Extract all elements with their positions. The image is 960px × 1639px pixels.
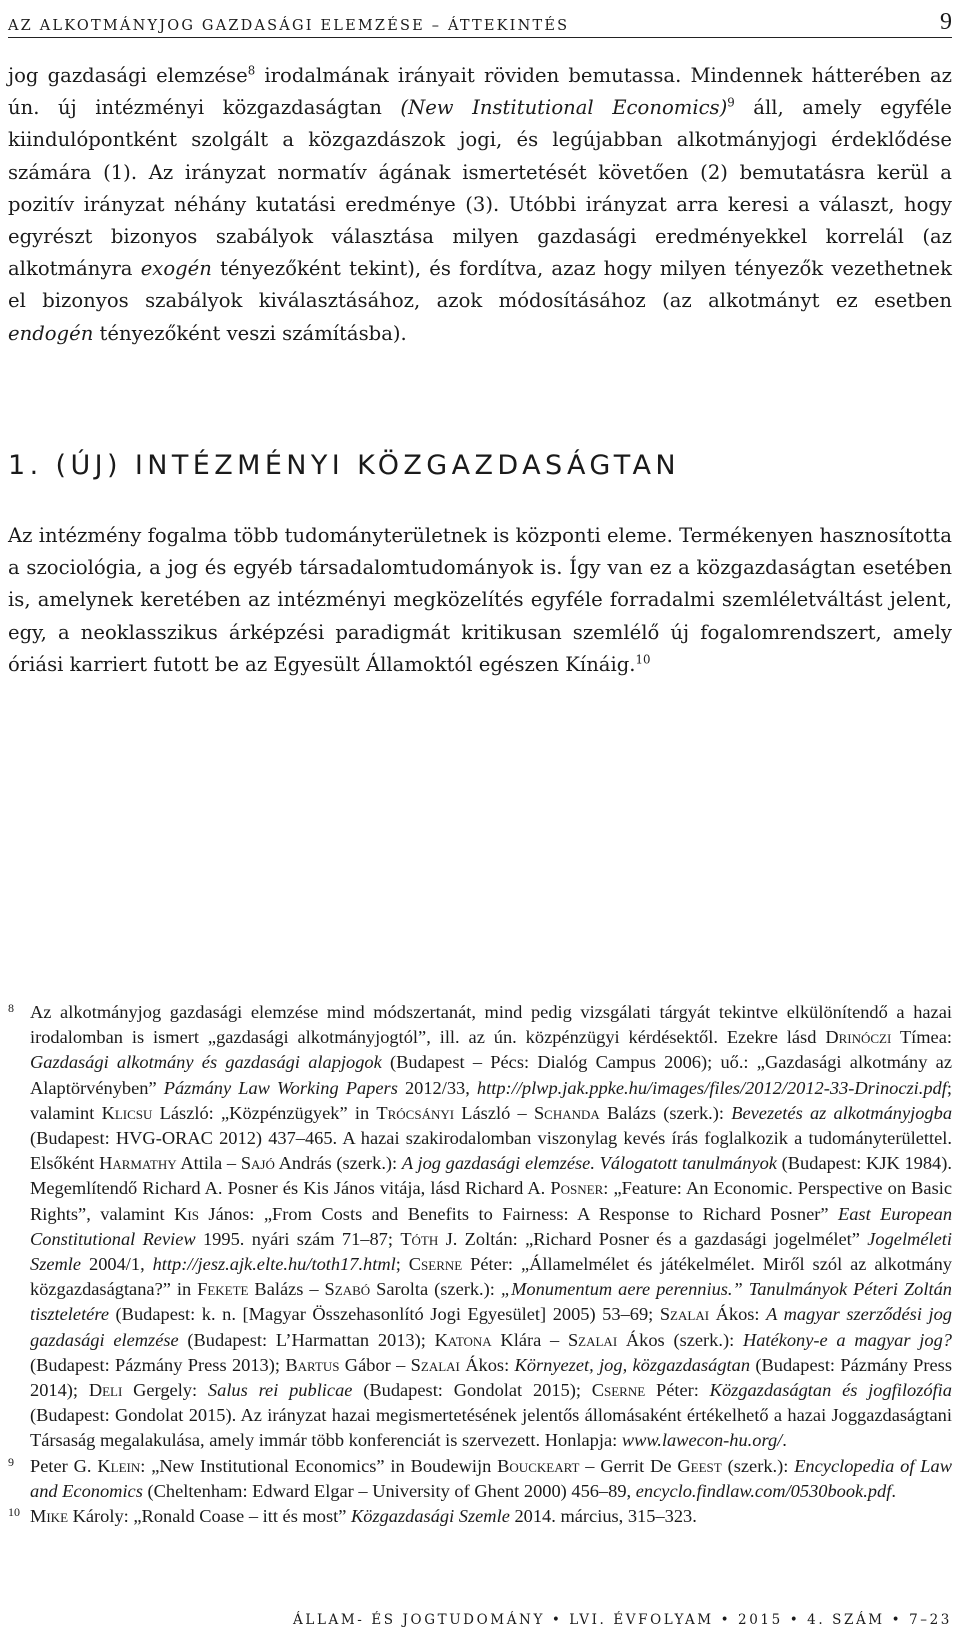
- text-run: .: [782, 1430, 787, 1451]
- text-run: (Budapest: HVG-ORAC 2012) 437–465. A hazai szakirodalomban viszonylag kevés írás foglalkozik a tudományterülettel. Elsőként: [30, 1128, 952, 1174]
- text-run: tényezőként veszi számításba).: [93, 321, 407, 345]
- footnote-number: 9: [8, 1454, 14, 1469]
- text-run: .: [891, 1480, 896, 1501]
- text-run: irodalmának irányait röviden bemutassa. Mindennek hátterében az ún. új intézményi közgazdaságtan: [8, 64, 953, 120]
- text-run: Cserne: [591, 1380, 646, 1401]
- text-run: East European Constitutional Review: [30, 1203, 953, 1249]
- text-run: 1995. nyári szám 71–87;: [195, 1228, 401, 1249]
- text-run: Sajó: [240, 1153, 275, 1174]
- footnote-ref: 10: [635, 652, 651, 667]
- text-run: http://plwp.jak.ppke.hu/images/files/2012/2012-33-Drinoczi.pdf: [476, 1077, 947, 1098]
- text-run: : „Feature: An Economic. Perspective on Basic Rights”, valamint: [30, 1178, 953, 1224]
- text-run: Szalai: [567, 1329, 618, 1350]
- body-paragraph-section-1: [8, 520, 952, 681]
- text-run: (Budapest: KJK 1984). Megemlítendő Richard A. Posner és Kis János vitája, lásd Richard A.: [30, 1153, 952, 1199]
- text-run: Közgazdasági Szemle: [350, 1506, 510, 1527]
- body-paragraph-intro: [8, 60, 952, 350]
- text-run: J. Zoltán: „Richard Posner és a gazdasági jogelmélet”: [438, 1228, 868, 1249]
- text-run: (Budapest – Pécs: Dialóg Campus 2006); uő.: „Gazdasági alkotmány az Alaptörvényben”: [30, 1052, 952, 1098]
- text-run: tényezőként tekint), és fordítva, azaz hogy milyen tényezők vezethetnek el bizonyos szabályok kiválasztásához, azok módosításához (az alkotmányt ez esetben: [8, 257, 953, 313]
- text-run: (New Institutional Economics): [400, 96, 728, 120]
- section-heading: 1. (ÚJ) INTÉZMÉNYI KÖZGAZDASÁGTAN: [8, 450, 681, 481]
- text-run: exogén: [140, 257, 212, 281]
- text-run: Posner: [550, 1178, 604, 1199]
- text-run: 2004/1,: [81, 1254, 153, 1275]
- text-run: Klára –: [491, 1329, 568, 1350]
- footnote-number: 10: [8, 1505, 20, 1520]
- text-run: Környezet, jog, közgazdaságtan: [514, 1354, 751, 1375]
- text-run: János: „From Costs and Benefits to Fairness: A Response to Richard Posner”: [198, 1203, 838, 1224]
- footnote-text: [30, 1456, 952, 1501]
- text-run: A magyar szerződési jog gazdasági elemzése: [30, 1304, 952, 1350]
- footnote-text: [30, 1506, 697, 1526]
- text-run: Ákos:: [709, 1304, 767, 1325]
- footnote-9: [8, 1454, 952, 1504]
- text-run: Tímea:: [891, 1027, 952, 1048]
- running-title: AZ ALKOTMÁNYJOG GAZDASÁGI ELEMZÉSE – ÁTTEKINTÉS: [8, 18, 570, 34]
- text-run: András (szerk.):: [274, 1153, 402, 1174]
- text-run: Közgazdaságtan és jogfilozófia: [709, 1380, 952, 1401]
- text-run: www.lawecon-hu.org/: [621, 1430, 783, 1451]
- text-run: : „New Institutional Economics” in Boudewijn: [140, 1455, 498, 1476]
- text-run: Schanda: [533, 1102, 600, 1123]
- text-run: áll, amely egyféle kiindulópontként szolgált a közgazdászok jogi, és legújabban alkotmányjogi érdeklődése számára (1). Az irányzat normatív ágának ismertetését követően (2) bemutatásra kerül a pozitív irányzat néhány kutatási eredménye (3). Utóbbi irányzat arra keresi a választ, hogy egyrészt bizonyos szabályok választása milyen gazdasági eredményekkel korrelál (az alkotmányra: [8, 96, 952, 281]
- text-run: Cserne: [408, 1254, 463, 1275]
- page-number: 9: [940, 9, 952, 35]
- text-run: László: „Közpénzügyek” in: [152, 1102, 377, 1123]
- footnotes: [8, 1000, 952, 1529]
- text-run: Balázs (szerk.):: [599, 1102, 732, 1123]
- text-run: Gazdasági alkotmány és gazdasági alapjogok: [30, 1052, 382, 1073]
- text-run: – Gerrit De: [579, 1455, 678, 1476]
- text-run: Encyclopedia of Law and Economics: [30, 1455, 952, 1501]
- text-run: (Budapest: Gondolat 2015);: [352, 1380, 592, 1401]
- text-run: Az alkotmányjog gazdasági elemzése mind módszertanát, mind pedig vizsgálati tárgyát tekintve elkülönítendő a hazai irodalomban is ismert „gazdasági alkotmányjogtól”, ill. az ún. közpénzügyi kérdésektől. Ezekre lásd: [30, 1002, 952, 1048]
- text-run: Katona: [434, 1329, 492, 1350]
- text-run: Péter:: [645, 1380, 710, 1401]
- text-run: Klicsu: [101, 1102, 153, 1123]
- text-run: Trócsányi: [376, 1102, 455, 1123]
- text-run: Bevezetés az alkotmányjogba: [731, 1102, 953, 1123]
- text-run: Mike: [30, 1506, 69, 1527]
- footnote-text: [30, 1002, 952, 1450]
- text-run: ; valamint: [30, 1077, 952, 1123]
- text-run: Ákos:: [459, 1354, 515, 1375]
- text-run: jog gazdasági elemzése: [8, 64, 248, 87]
- text-run: Tóth: [400, 1228, 439, 1249]
- text-run: Péter: „Államelmélet és játékelmélet. Miről szól az alkotmány közgazdaságtana?” in: [30, 1254, 952, 1300]
- text-run: (Budapest: Pázmány Press 2014);: [30, 1354, 952, 1401]
- text-run: 2014. március, 315–323.: [509, 1506, 697, 1527]
- text-run: Salus rei publicae: [207, 1380, 353, 1401]
- text-run: (Budapest: k. n. [Magyar Összehasonlító Jogi Egyesület] 2005) 53–69;: [109, 1304, 660, 1325]
- text-run: Bartus: [285, 1354, 340, 1375]
- text-run: Hatékony-e a magyar jog?: [742, 1329, 952, 1350]
- text-run: (Budapest: Gondolat 2015). Az irányzat hazai megismertetésének jelentős állomásaként értékelhető a hazai Joggazdaságtani Társaság megalakulása, amely immár több konferenciát is szervezett. Honlapja:: [30, 1405, 952, 1451]
- text-run: Szabó: [324, 1279, 371, 1300]
- text-run: Sarolta (szerk.):: [370, 1279, 501, 1300]
- text-run: Szalai: [659, 1304, 710, 1325]
- journal-footer: ÁLLAM- ÉS JOGTUDOMÁNY • LVI. ÉVFOLYAM • 2015 • 4. SZÁM • 7–23: [293, 1612, 952, 1628]
- text-run: Jogelméleti Szemle: [30, 1228, 952, 1275]
- footnote-ref: 8: [247, 63, 256, 78]
- text-run: „Monumentum aere perennius.” Tanulmányok Péteri Zoltán tiszteletére: [30, 1279, 952, 1325]
- running-head: [8, 4, 952, 38]
- text-run: A jog gazdasági elemzése. Válogatott tanulmányok: [401, 1153, 777, 1174]
- footnote-8: [8, 1000, 952, 1454]
- text-run: ;: [395, 1254, 409, 1275]
- text-run: endogén: [8, 321, 94, 345]
- text-run: Peter G.: [30, 1455, 98, 1476]
- text-run: Ákos (szerk.):: [617, 1329, 743, 1350]
- text-run: Bouckeart: [497, 1455, 580, 1476]
- text-run: Károly: „Ronald Coase – itt és most”: [68, 1506, 351, 1527]
- text-run: Harmathy: [99, 1153, 177, 1174]
- text-run: Deli: [88, 1380, 123, 1401]
- text-run: 2012/33,: [397, 1077, 477, 1098]
- text-run: (Budapest: L’Harmattan 2013);: [178, 1329, 435, 1350]
- text-run: Gergely:: [122, 1380, 208, 1401]
- footnote-ref: 9: [727, 95, 735, 110]
- text-run: Klein: [97, 1455, 141, 1476]
- text-run: Gábor –: [339, 1354, 411, 1375]
- text-run: encyclo.findlaw.com/0530book.pdf: [635, 1480, 892, 1501]
- text-run: Pázmány Law Working Papers: [163, 1077, 398, 1098]
- footnote-number: 8: [8, 1001, 14, 1015]
- text-run: Fekete: [197, 1279, 249, 1300]
- text-run: Balázs –: [248, 1279, 325, 1300]
- text-run: Szalai: [410, 1354, 460, 1375]
- text-run: http://jesz.ajk.elte.hu/toth17.html: [152, 1254, 396, 1275]
- text-run: (szerk.):: [721, 1455, 795, 1476]
- footnote-10: [8, 1504, 952, 1529]
- text-run: (Budapest: Pázmány Press 2013);: [30, 1354, 286, 1375]
- text-run: Attila –: [176, 1153, 241, 1174]
- text-run: Kis: [174, 1203, 199, 1224]
- text-run: Geest: [677, 1455, 722, 1476]
- text-run: László –: [454, 1102, 534, 1123]
- text-run: (Cheltenham: Edward Elgar – University of Ghent 2000) 456–89,: [142, 1480, 636, 1501]
- text-run: Drinóczi: [825, 1027, 892, 1048]
- text-run: Az intézmény fogalma több tudományterületnek is központi eleme. Termékenyen hasznosította a szociológia, a jog és egyéb társadalomtudományok is. Így van ez a közgazdaságtan esetében is, amelynek keretében az intézményi megközelítés egyféle forradalmi szemléletváltást jelent, egy, a neoklasszikus árképzési paradigmát kritikusan szemlélő új fogalomrendszert, amely óriási karriert futott be az Egyesült Államoktól egészen Kínáig.: [8, 524, 952, 676]
